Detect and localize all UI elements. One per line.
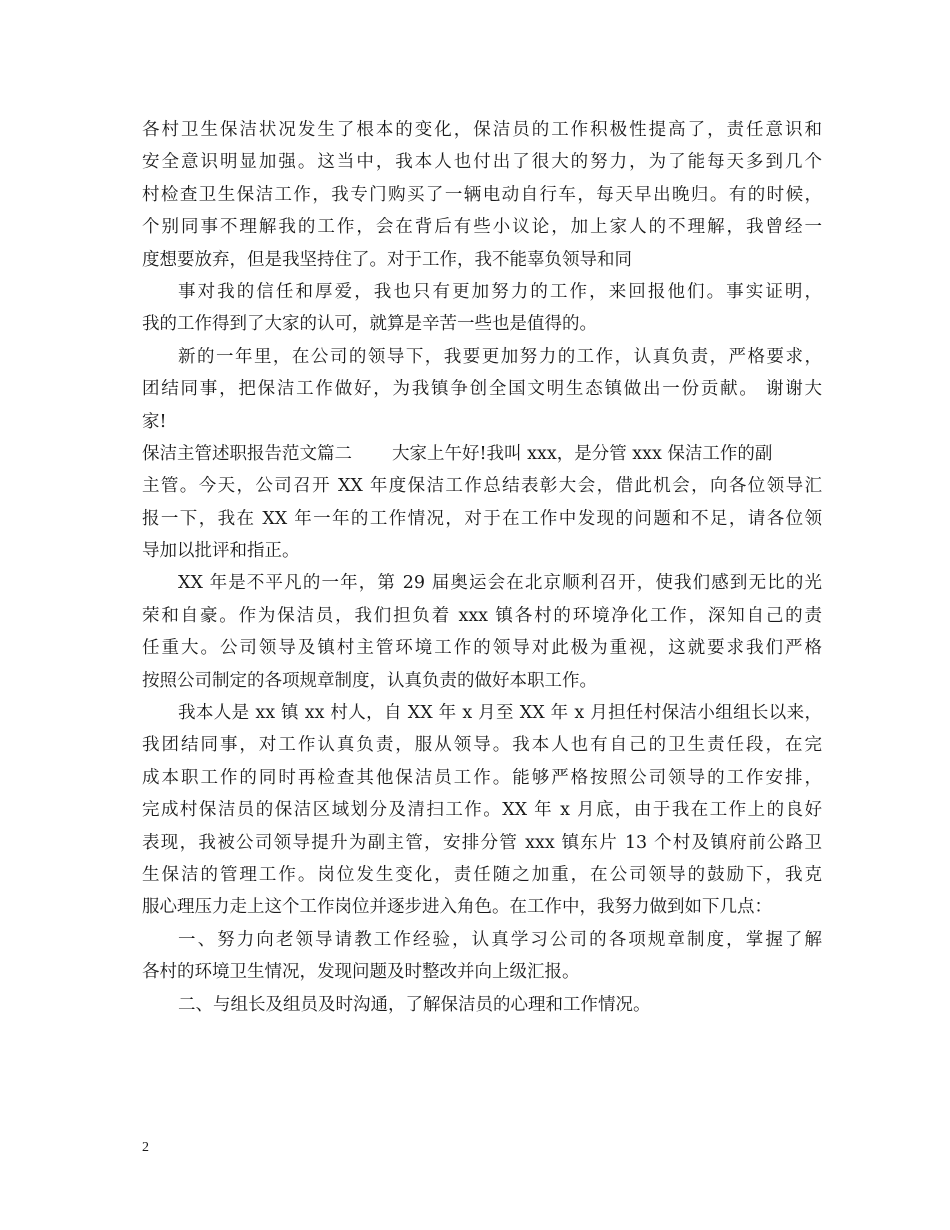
text-line: 主管。今天，公司召开 XX 年度保洁工作总结表彰大会，借此机会，向各位领导汇 — [142, 476, 822, 497]
text-line: 个别同事不理解我的工作，会在背后有些小议论，加上家人的不理解，我曾经一 — [142, 217, 822, 238]
text-line: 完成村保洁员的保洁区域划分及清扫工作。XX 年 x 月底，由于我在工作上的良好 — [142, 800, 822, 821]
heading-tail-text: 大家上午好!我叫 xxx，是分管 xxx 保洁工作的副 — [392, 443, 773, 464]
text-line: 表现，我被公司领导提升为副主管，安排分管 xxx 镇东片 13 个村及镇府前公路卫 — [142, 832, 822, 853]
text-line: 新的一年里，在公司的领导下，我要更加努力的工作，认真负责，严格要求， — [178, 346, 822, 367]
text-line: 安全意识明显加强。这当中，我本人也付出了很大的努力，为了能每天多到几个 — [142, 152, 822, 173]
text-line: 我团结同事，对工作认真负责，服从领导。我本人也有自己的卫生责任段，在完 — [142, 735, 822, 756]
text-line: 导加以批评和指正。 — [142, 541, 300, 562]
text-line: 荣和自豪。作为保洁员，我们担负着 xxx 镇各村的环境净化工作，深知自己的责 — [142, 605, 822, 626]
text-line: 服心理压力走上这个工作岗位并逐步进入角色。在工作中，我努力做到如下几点： — [142, 897, 772, 918]
text-line: 度想要放弃，但是我坚持住了。对于工作，我不能辜负领导和同 — [142, 249, 632, 270]
text-line: 生保洁的管理工作。岗位发生变化，责任随之加重，在公司领导的鼓励下，我克 — [142, 864, 822, 885]
text-line: 各村的环境卫生情况，发现问题及时整改并向上级汇报。 — [142, 962, 580, 983]
text-line: 一、努力向老领导请教工作经验，认真学习公司的各项规章制度，掌握了解 — [178, 929, 822, 950]
text-line: 按照公司制定的各项规章制度，认真负责的做好本职工作。 — [142, 670, 597, 691]
section-heading: 保洁主管述职报告范文篇二 — [142, 443, 352, 464]
text-line: 事对我的信任和厚爱，我也只有更加努力的工作，来回报他们。事实证明， — [178, 281, 822, 302]
text-line: 各村卫生保洁状况发生了根本的变化，保洁员的工作积极性提高了，责任意识和 — [142, 120, 822, 140]
text-line: 成本职工作的同时再检查其他保洁员工作。能够严格按照公司领导的工作安排， — [142, 767, 822, 788]
text-line: 团结同事，把保洁工作做好，为我镇争创全国文明生态镇做出一份贡献。 谢谢大 — [142, 379, 822, 400]
document-body — [142, 114, 822, 1021]
text-line: 我的工作得到了大家的认可，就算是辛苦一些也是值得的。 — [142, 314, 597, 335]
text-line — [142, 438, 822, 470]
page-number: 2 — [142, 1140, 149, 1155]
text-line: 我本人是 xx 镇 xx 村人，自 XX 年 x 月至 XX 年 x 月担任村保洁小组组长以来， — [178, 703, 822, 724]
text-line: 任重大。公司领导及镇村主管环境工作的领导对此极为重视，这就要求我们严格 — [142, 638, 822, 659]
text-line: XX 年是不平凡的一年，第 29 届奥运会在北京顺利召开，使我们感到无比的光 — [178, 573, 822, 594]
text-line: 家! — [142, 411, 167, 432]
text-line: 二、与组长及组员及时沟通，了解保洁员的心理和工作情况。 — [178, 994, 651, 1015]
text-line: 报一下，我在 XX 年一年的工作情况，对于在工作中发现的问题和不足，请各位领 — [142, 508, 822, 529]
text-line: 村检查卫生保洁工作，我专门购买了一辆电动自行车，每天早出晚归。有的时候， — [142, 184, 822, 205]
